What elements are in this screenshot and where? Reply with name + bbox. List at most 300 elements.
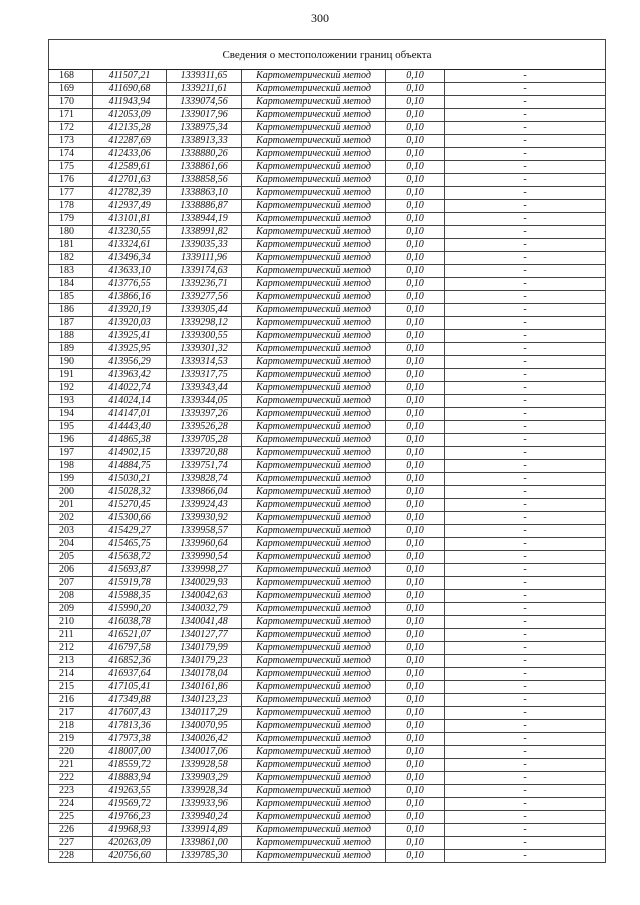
description-cell: - — [445, 733, 606, 746]
precision-cell: 0,10 — [386, 603, 445, 616]
point-number-cell: 172 — [49, 122, 93, 135]
description-cell: - — [445, 694, 606, 707]
description-cell: - — [445, 148, 606, 161]
description-cell: - — [445, 187, 606, 200]
precision-cell: 0,10 — [386, 330, 445, 343]
coord-y-cell: 1339344,05 — [167, 395, 242, 408]
description-cell: - — [445, 330, 606, 343]
coord-y-cell: 1339705,28 — [167, 434, 242, 447]
coord-y-cell: 1339933,96 — [167, 798, 242, 811]
table-row — [49, 551, 606, 564]
method-cell: Картометрический метод — [242, 798, 386, 811]
point-number-cell: 192 — [49, 382, 93, 395]
method-cell: Картометрический метод — [242, 278, 386, 291]
description-cell: - — [445, 291, 606, 304]
coord-y-cell: 1340161,86 — [167, 681, 242, 694]
description-cell: - — [445, 720, 606, 733]
coord-y-cell: 1339343,44 — [167, 382, 242, 395]
method-cell: Картометрический метод — [242, 681, 386, 694]
method-cell: Картометрический метод — [242, 343, 386, 356]
description-cell: - — [445, 265, 606, 278]
precision-cell: 0,10 — [386, 122, 445, 135]
method-cell: Картометрический метод — [242, 161, 386, 174]
coord-y-cell: 1339958,57 — [167, 525, 242, 538]
coord-y-cell: 1338944,19 — [167, 213, 242, 226]
point-number-cell: 174 — [49, 148, 93, 161]
description-cell: - — [445, 109, 606, 122]
method-cell: Картометрический метод — [242, 434, 386, 447]
method-cell: Картометрический метод — [242, 70, 386, 83]
coord-y-cell: 1339397,26 — [167, 408, 242, 421]
coord-y-cell: 1339236,71 — [167, 278, 242, 291]
coord-x-cell: 414865,38 — [93, 434, 167, 447]
table-row — [49, 382, 606, 395]
coord-y-cell: 1340179,99 — [167, 642, 242, 655]
precision-cell: 0,10 — [386, 83, 445, 96]
coord-x-cell: 418559,72 — [93, 759, 167, 772]
description-cell: - — [445, 213, 606, 226]
description-cell: - — [445, 226, 606, 239]
coord-y-cell: 1338991,82 — [167, 226, 242, 239]
method-cell: Картометрический метод — [242, 538, 386, 551]
coord-x-cell: 415300,66 — [93, 512, 167, 525]
coord-x-cell: 413925,41 — [93, 330, 167, 343]
table-row — [49, 707, 606, 720]
method-cell: Картометрический метод — [242, 668, 386, 681]
coord-y-cell: 1339928,34 — [167, 785, 242, 798]
description-cell: - — [445, 746, 606, 759]
precision-cell: 0,10 — [386, 96, 445, 109]
description-cell: - — [445, 603, 606, 616]
coord-x-cell: 413230,55 — [93, 226, 167, 239]
description-cell: - — [445, 356, 606, 369]
table-row — [49, 174, 606, 187]
precision-cell: 0,10 — [386, 837, 445, 850]
coord-x-cell: 412937,49 — [93, 200, 167, 213]
point-number-cell: 202 — [49, 512, 93, 525]
precision-cell: 0,10 — [386, 538, 445, 551]
precision-cell: 0,10 — [386, 356, 445, 369]
table-row — [49, 525, 606, 538]
point-number-cell: 215 — [49, 681, 93, 694]
table-body — [49, 40, 606, 863]
point-number-cell: 184 — [49, 278, 93, 291]
description-cell: - — [445, 512, 606, 525]
precision-cell: 0,10 — [386, 200, 445, 213]
point-number-cell: 179 — [49, 213, 93, 226]
table-row — [49, 512, 606, 525]
point-number-cell: 200 — [49, 486, 93, 499]
coord-y-cell: 1338858,56 — [167, 174, 242, 187]
table-row — [49, 109, 606, 122]
coord-x-cell: 411507,21 — [93, 70, 167, 83]
description-cell: - — [445, 343, 606, 356]
method-cell: Картометрический метод — [242, 187, 386, 200]
description-cell: - — [445, 811, 606, 824]
precision-cell: 0,10 — [386, 460, 445, 473]
coord-y-cell: 1339828,74 — [167, 473, 242, 486]
point-number-cell: 228 — [49, 850, 93, 863]
table-row — [49, 811, 606, 824]
description-cell: - — [445, 499, 606, 512]
coord-y-cell: 1339317,75 — [167, 369, 242, 382]
coord-x-cell: 415919,78 — [93, 577, 167, 590]
coord-y-cell: 1339866,04 — [167, 486, 242, 499]
description-cell: - — [445, 408, 606, 421]
method-cell: Картометрический метод — [242, 265, 386, 278]
description-cell: - — [445, 850, 606, 863]
coord-y-cell: 1340042,63 — [167, 590, 242, 603]
description-cell: - — [445, 278, 606, 291]
method-cell: Картометрический метод — [242, 577, 386, 590]
description-cell: - — [445, 369, 606, 382]
table-row — [49, 356, 606, 369]
point-number-cell: 178 — [49, 200, 93, 213]
coord-x-cell: 419569,72 — [93, 798, 167, 811]
table-row — [49, 798, 606, 811]
description-cell: - — [445, 421, 606, 434]
table-row — [49, 330, 606, 343]
description-cell: - — [445, 161, 606, 174]
method-cell: Картометрический метод — [242, 785, 386, 798]
table-row — [49, 122, 606, 135]
coord-y-cell: 1339298,12 — [167, 317, 242, 330]
point-number-cell: 207 — [49, 577, 93, 590]
description-cell: - — [445, 837, 606, 850]
method-cell: Картометрический метод — [242, 330, 386, 343]
table-row — [49, 161, 606, 174]
point-number-cell: 193 — [49, 395, 93, 408]
method-cell: Картометрический метод — [242, 603, 386, 616]
coord-y-cell: 1339998,27 — [167, 564, 242, 577]
method-cell: Картометрический метод — [242, 213, 386, 226]
description-cell: - — [445, 174, 606, 187]
point-number-cell: 218 — [49, 720, 93, 733]
point-number-cell: 199 — [49, 473, 93, 486]
table-row — [49, 837, 606, 850]
description-cell: - — [445, 239, 606, 252]
method-cell: Картометрический метод — [242, 512, 386, 525]
method-cell: Картометрический метод — [242, 317, 386, 330]
coord-x-cell: 412782,39 — [93, 187, 167, 200]
point-number-cell: 188 — [49, 330, 93, 343]
coord-x-cell: 416521,07 — [93, 629, 167, 642]
method-cell: Картометрический метод — [242, 590, 386, 603]
description-cell: - — [445, 434, 606, 447]
method-cell: Картометрический метод — [242, 733, 386, 746]
precision-cell: 0,10 — [386, 590, 445, 603]
coord-x-cell: 415028,32 — [93, 486, 167, 499]
point-number-cell: 201 — [49, 499, 93, 512]
coord-y-cell: 1339751,74 — [167, 460, 242, 473]
point-number-cell: 223 — [49, 785, 93, 798]
coord-x-cell: 419766,23 — [93, 811, 167, 824]
coord-x-cell: 412053,09 — [93, 109, 167, 122]
precision-cell: 0,10 — [386, 343, 445, 356]
table-row — [49, 785, 606, 798]
description-cell: - — [445, 447, 606, 460]
table-row — [49, 447, 606, 460]
coord-y-cell: 1340041,48 — [167, 616, 242, 629]
description-cell: - — [445, 616, 606, 629]
table-row — [49, 590, 606, 603]
coord-y-cell: 1340123,23 — [167, 694, 242, 707]
coord-y-cell: 1340117,29 — [167, 707, 242, 720]
coord-y-cell: 1339035,33 — [167, 239, 242, 252]
precision-cell: 0,10 — [386, 265, 445, 278]
precision-cell: 0,10 — [386, 239, 445, 252]
coord-y-cell: 1340178,04 — [167, 668, 242, 681]
coord-x-cell: 413496,34 — [93, 252, 167, 265]
table-row — [49, 96, 606, 109]
coord-x-cell: 420756,60 — [93, 850, 167, 863]
method-cell: Картометрический метод — [242, 629, 386, 642]
table-row — [49, 681, 606, 694]
point-number-cell: 185 — [49, 291, 93, 304]
method-cell: Картометрический метод — [242, 382, 386, 395]
precision-cell: 0,10 — [386, 525, 445, 538]
point-number-cell: 204 — [49, 538, 93, 551]
coord-x-cell: 414884,75 — [93, 460, 167, 473]
point-number-cell: 169 — [49, 83, 93, 96]
coord-y-cell: 1339017,96 — [167, 109, 242, 122]
table-row — [49, 642, 606, 655]
coord-y-cell: 1340179,23 — [167, 655, 242, 668]
coord-y-cell: 1339074,56 — [167, 96, 242, 109]
table-row — [49, 694, 606, 707]
precision-cell: 0,10 — [386, 798, 445, 811]
coord-x-cell: 413956,29 — [93, 356, 167, 369]
description-cell: - — [445, 629, 606, 642]
coord-y-cell: 1340032,79 — [167, 603, 242, 616]
precision-cell: 0,10 — [386, 616, 445, 629]
method-cell: Картометрический метод — [242, 837, 386, 850]
coord-x-cell: 417973,38 — [93, 733, 167, 746]
point-number-cell: 183 — [49, 265, 93, 278]
table-row — [49, 395, 606, 408]
point-number-cell: 170 — [49, 96, 93, 109]
method-cell: Картометрический метод — [242, 226, 386, 239]
coord-x-cell: 412589,61 — [93, 161, 167, 174]
coord-x-cell: 419968,93 — [93, 824, 167, 837]
precision-cell: 0,10 — [386, 135, 445, 148]
point-number-cell: 187 — [49, 317, 93, 330]
method-cell: Картометрический метод — [242, 122, 386, 135]
precision-cell: 0,10 — [386, 811, 445, 824]
table-row — [49, 720, 606, 733]
precision-cell: 0,10 — [386, 317, 445, 330]
description-cell: - — [445, 681, 606, 694]
method-cell: Картометрический метод — [242, 551, 386, 564]
method-cell: Картометрический метод — [242, 759, 386, 772]
point-number-cell: 206 — [49, 564, 93, 577]
coord-x-cell: 418007,00 — [93, 746, 167, 759]
point-number-cell: 225 — [49, 811, 93, 824]
coord-x-cell: 413866,16 — [93, 291, 167, 304]
coord-x-cell: 417349,88 — [93, 694, 167, 707]
table-row — [49, 564, 606, 577]
method-cell: Картометрический метод — [242, 655, 386, 668]
method-cell: Картометрический метод — [242, 239, 386, 252]
description-cell: - — [445, 551, 606, 564]
point-number-cell: 190 — [49, 356, 93, 369]
table-row — [49, 291, 606, 304]
method-cell: Картометрический метод — [242, 174, 386, 187]
method-cell: Картометрический метод — [242, 811, 386, 824]
precision-cell: 0,10 — [386, 759, 445, 772]
point-number-cell: 196 — [49, 434, 93, 447]
precision-cell: 0,10 — [386, 655, 445, 668]
description-cell: - — [445, 460, 606, 473]
precision-cell: 0,10 — [386, 291, 445, 304]
table-row — [49, 434, 606, 447]
coord-y-cell: 1339861,00 — [167, 837, 242, 850]
table-row — [49, 746, 606, 759]
precision-cell: 0,10 — [386, 226, 445, 239]
precision-cell: 0,10 — [386, 733, 445, 746]
method-cell: Картометрический метод — [242, 499, 386, 512]
description-cell: - — [445, 772, 606, 785]
coord-y-cell: 1338863,10 — [167, 187, 242, 200]
point-number-cell: 217 — [49, 707, 93, 720]
table-title-row — [49, 40, 606, 70]
table-row — [49, 473, 606, 486]
coord-x-cell: 420263,09 — [93, 837, 167, 850]
boundary-coordinates-table — [48, 39, 606, 863]
point-number-cell: 212 — [49, 642, 93, 655]
table-title: Сведения о местоположении границ объекта — [49, 40, 606, 70]
coord-y-cell: 1339301,32 — [167, 343, 242, 356]
method-cell: Картометрический метод — [242, 395, 386, 408]
precision-cell: 0,10 — [386, 109, 445, 122]
coord-y-cell: 1339914,89 — [167, 824, 242, 837]
coord-y-cell: 1338861,66 — [167, 161, 242, 174]
table-row — [49, 668, 606, 681]
point-number-cell: 198 — [49, 460, 93, 473]
coord-x-cell: 413925,95 — [93, 343, 167, 356]
point-number-cell: 208 — [49, 590, 93, 603]
precision-cell: 0,10 — [386, 551, 445, 564]
precision-cell: 0,10 — [386, 187, 445, 200]
point-number-cell: 168 — [49, 70, 93, 83]
coord-x-cell: 415990,20 — [93, 603, 167, 616]
coord-y-cell: 1338913,33 — [167, 135, 242, 148]
description-cell: - — [445, 200, 606, 213]
coord-y-cell: 1339924,43 — [167, 499, 242, 512]
point-number-cell: 227 — [49, 837, 93, 850]
precision-cell: 0,10 — [386, 629, 445, 642]
description-cell: - — [445, 538, 606, 551]
precision-cell: 0,10 — [386, 70, 445, 83]
precision-cell: 0,10 — [386, 382, 445, 395]
table-row — [49, 408, 606, 421]
point-number-cell: 182 — [49, 252, 93, 265]
coord-x-cell: 415638,72 — [93, 551, 167, 564]
coord-y-cell: 1339305,44 — [167, 304, 242, 317]
point-number-cell: 203 — [49, 525, 93, 538]
table-row — [49, 304, 606, 317]
point-number-cell: 214 — [49, 668, 93, 681]
method-cell: Картометрический метод — [242, 486, 386, 499]
description-cell: - — [445, 707, 606, 720]
coord-x-cell: 415429,27 — [93, 525, 167, 538]
point-number-cell: 221 — [49, 759, 93, 772]
description-cell: - — [445, 564, 606, 577]
coord-y-cell: 1339277,56 — [167, 291, 242, 304]
coord-x-cell: 416797,58 — [93, 642, 167, 655]
description-cell: - — [445, 785, 606, 798]
description-cell: - — [445, 317, 606, 330]
method-cell: Картометрический метод — [242, 772, 386, 785]
description-cell: - — [445, 473, 606, 486]
precision-cell: 0,10 — [386, 304, 445, 317]
coord-y-cell: 1340070,95 — [167, 720, 242, 733]
page-number: 300 — [311, 11, 329, 25]
table-row — [49, 850, 606, 863]
table-row — [49, 486, 606, 499]
table-row — [49, 187, 606, 200]
precision-cell: 0,10 — [386, 694, 445, 707]
table-row — [49, 226, 606, 239]
description-cell: - — [445, 382, 606, 395]
precision-cell: 0,10 — [386, 486, 445, 499]
precision-cell: 0,10 — [386, 499, 445, 512]
coord-x-cell: 411943,94 — [93, 96, 167, 109]
coord-y-cell: 1339940,24 — [167, 811, 242, 824]
coord-x-cell: 417105,41 — [93, 681, 167, 694]
coord-x-cell: 412433,06 — [93, 148, 167, 161]
description-cell: - — [445, 70, 606, 83]
coord-y-cell: 1339960,64 — [167, 538, 242, 551]
precision-cell: 0,10 — [386, 577, 445, 590]
table-row — [49, 577, 606, 590]
coord-y-cell: 1339111,96 — [167, 252, 242, 265]
point-number-cell: 186 — [49, 304, 93, 317]
table-row — [49, 343, 606, 356]
precision-cell: 0,10 — [386, 850, 445, 863]
method-cell: Картометрический метод — [242, 746, 386, 759]
point-number-cell: 176 — [49, 174, 93, 187]
coord-y-cell: 1339526,28 — [167, 421, 242, 434]
table-row — [49, 655, 606, 668]
description-cell: - — [445, 577, 606, 590]
description-cell: - — [445, 486, 606, 499]
point-number-cell: 175 — [49, 161, 93, 174]
description-cell: - — [445, 135, 606, 148]
point-number-cell: 226 — [49, 824, 93, 837]
coord-x-cell: 416038,78 — [93, 616, 167, 629]
coord-y-cell: 1339930,92 — [167, 512, 242, 525]
table-row — [49, 252, 606, 265]
coord-y-cell: 1340029,93 — [167, 577, 242, 590]
point-number-cell: 222 — [49, 772, 93, 785]
description-cell: - — [445, 525, 606, 538]
point-number-cell: 219 — [49, 733, 93, 746]
table-row — [49, 538, 606, 551]
method-cell: Картометрический метод — [242, 720, 386, 733]
method-cell: Картометрический метод — [242, 473, 386, 486]
method-cell: Картометрический метод — [242, 252, 386, 265]
coord-x-cell: 418883,94 — [93, 772, 167, 785]
coord-x-cell: 413920,03 — [93, 317, 167, 330]
coord-x-cell: 413324,61 — [93, 239, 167, 252]
table-row — [49, 278, 606, 291]
description-cell: - — [445, 83, 606, 96]
method-cell: Картометрический метод — [242, 564, 386, 577]
description-cell: - — [445, 395, 606, 408]
precision-cell: 0,10 — [386, 512, 445, 525]
table-row — [49, 135, 606, 148]
